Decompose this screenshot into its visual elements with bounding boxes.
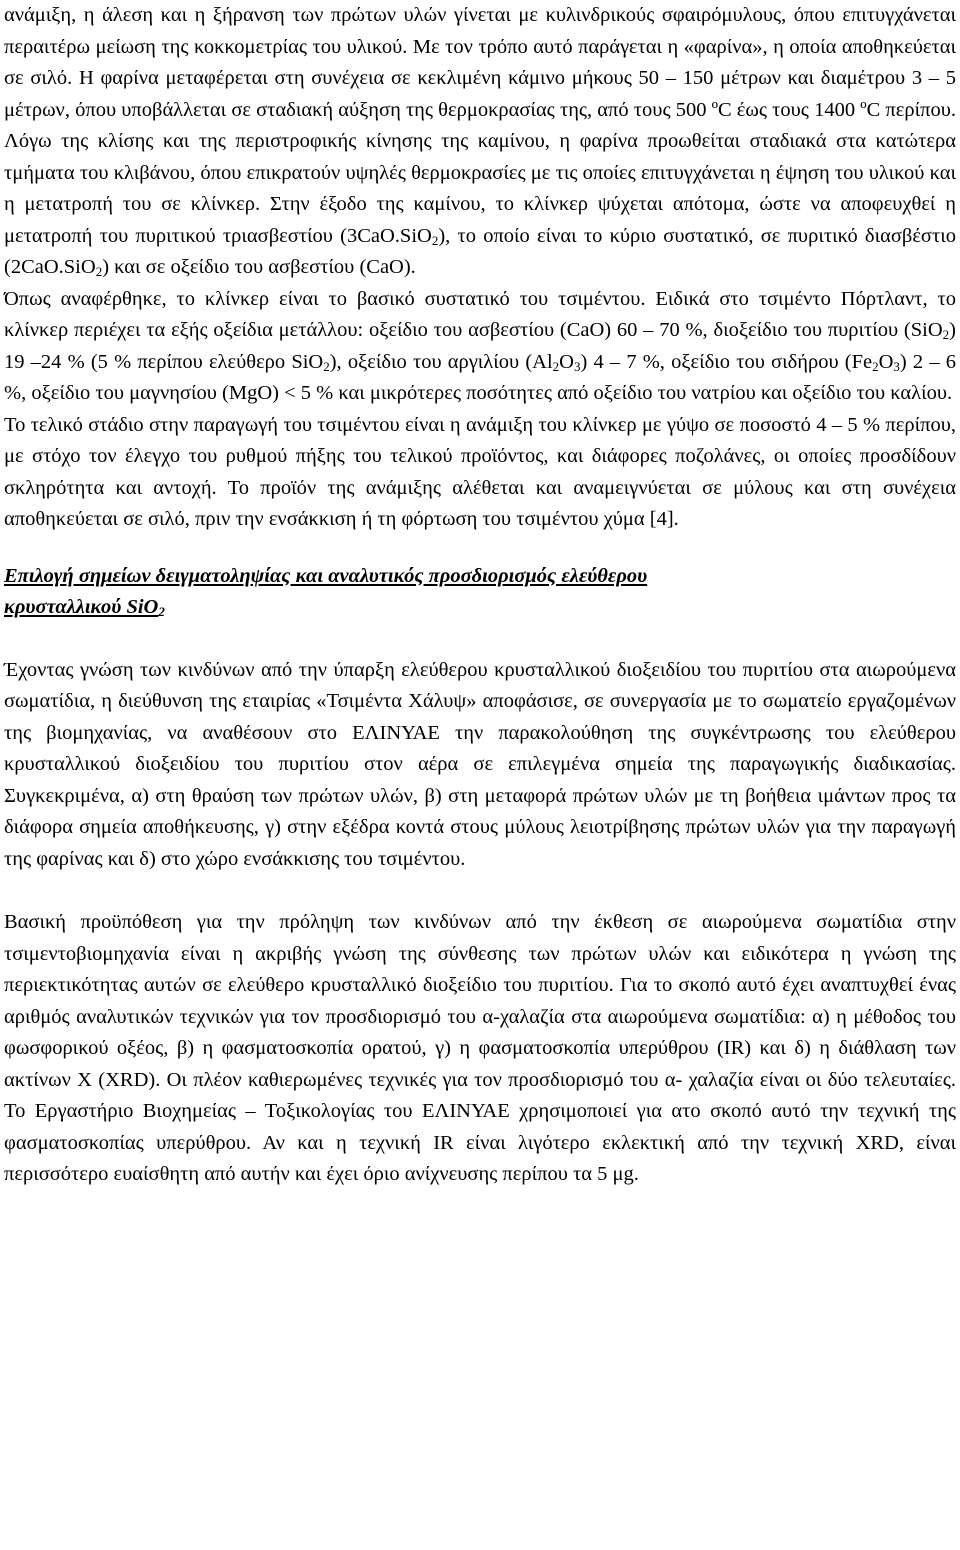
heading-subscript: 2 [158, 604, 165, 619]
paragraph-kiln-process [4, 0, 956, 284]
subscript: 2 [942, 327, 950, 342]
paragraph-text: ) 19 –24 % (5 % περίπου ελεύθερο SiO [4, 319, 956, 373]
paragraph-clinker-oxides [4, 284, 956, 410]
subscript: 2 [95, 264, 103, 279]
paragraph-final-stage: Το τελικό στάδιο στην παραγωγή του τσιμέντου είναι η ανάμιξη του κλίνκερ με γύψο σε ποσοστό 4 – 5 % περίπου, με στόχο τον έλεγχο του ρυθμού πήξης του τελικού προϊόντος, και διάφορες ποζολάνες, οι οποίες προσδίδουν σκληρότητα και αντοχή. Το προϊόν της ανάμιξης αλέθεται και αναμειγνύεται σε μύλους και στη συνέχεια αποθηκεύεται σε σιλό, πριν την ενσάκκιση ή τη φόρτωση του τσιμέντου χύμα [4]. [4, 413, 956, 530]
paragraph-text: Όπως αναφέρθηκε, το κλίνκερ είναι το βασικό συστατικό του τσιμέντου. Ειδικά στο τσιμέντο Πόρτλαντ, το κλίνκερ περιέχει τα εξής οξείδια μετάλλου: οξείδιο του ασβεστίου (CaO) 60 – 70 %, διοξείδιο του πυριτίου (SiO [4, 287, 956, 341]
paragraph-text: O [559, 350, 574, 373]
heading-line-1: Επιλογή σημείων δειγματοληψίας και αναλυτικός προσδιορισμός ελεύθερου [4, 564, 648, 587]
paragraph-text: ) 2 – 6 %, οξείδιο του μαγνησίου (MgO) < 5 % και μικρότερες ποσότητες από οξείδιο του νατρίου και οξείδιο του καλίου. [4, 350, 956, 404]
section-heading [4, 561, 956, 624]
paragraph-text: O [878, 350, 894, 373]
paragraph-analytical-methods: Βασική προϋπόθεση για την πρόληψη των κινδύνων από την έκθεση σε αιωρούμενα σωματίδια στην τσιμεντοβιομηχανία είναι η ακριβής γνώση της σύνθεσης των πρώτων υλών και ειδικότερα η γνώση της περιεκτικότητας αυτών σε ελεύθερο κρυσταλλικό διοξείδιο του πυριτίου. Για το σκοπό αυτό έχει αναπτυχθεί ένας αριθμός αναλυτικών τεχνικών για τον προσδιορισμό του α-χαλαζία στα αιωρούμενα σωματίδια: α) η μέθοδος του φωσφορικού οξέος, β) η φασματοσκοπία ορατού, γ) η φασματοσκοπία υπερύθρου (IR) και δ) η διάθλαση των ακτίνων Χ (XRD). Οι πλέον καθιερωμένες τεχνικές για τον προσδιορισμό του α- χαλαζία είναι οι δύο τελευταίες. Το Εργαστήριο Βιοχημείας – Τοξικολογίας του ΕΛΙΝΥΑΕ χρησιμοποιεί για ατο σκοπό αυτό την τεχνική της φασματοσκοπίας υπερύθρου. Αν και η τεχνική IR είναι λιγότερο εκλεκτική από την τεχνική XRD, είναι περισσότερο ευαίσθητη από αυτήν και έχει όριο ανίχνευσης περίπου τα 5 μg. [4, 911, 956, 1185]
paragraph-sampling-points: Έχοντας γνώση των κινδύνων από την ύπαρξη ελεύθερου κρυσταλλικού διοξειδίου του πυριτίου στα αιωρούμενα σωματίδια, η διεύθυνση της εταιρίας «Τσιμέντα Χάλυψ» αποφάσισε, σε συνεργασία με το σωματείο εργαζομένων της βιομηχανίας, να αναθέσουν στο ΕΛΙΝΥΑΕ την παρακολούθηση της συγκέντρωσης του ελεύθερου κρυσταλλικού διοξειδίου του πυριτίου στον αέρα σε επιλεγμένα σημεία της παραγωγικής διαδικασίας. Συγκεκριμένα, α) στη θραύση των πρώτων υλών, β) στη μεταφορά πρώτων υλών με τη βοήθεια ιμάντων προς τα διάφορα σημεία αποθήκευσης, γ) στην εξέδρα κοντά στους μύλους λειοτρίβησης πρώτων υλών για την παραγωγή της φαρίνας και δ) στο χώρο ενσάκκισης του τσιμέντου. [4, 658, 956, 870]
heading-line-2: κρυσταλλικού SiO [4, 596, 159, 618]
paragraph-text: ανάμιξη, η άλεση και η ξήρανση των πρώτων υλών γίνεται με κυλινδρικούς σφαιρόμυλους, όπου επιτυγχάνεται περαιτέρω μείωση της κοκκομετρίας του υλικού. Με τον τρόπο αυτό παράγεται η «φαρίνα», η οποία αποθηκεύεται σε σιλό. Η φαρίνα μεταφέρεται στη συνέχεια σε κεκλιμένη κάμινο μήκους 50 – 150 μέτρων και διαμέτρου 3 – 5 μέτρων, όπου υποβάλλεται σε σταδιακή αύξηση της θερμοκρασίας της, από τους 500 ºC έως τους 1400 ºC περίπου. Λόγω της κλίσης και της περιστροφικής κίνησης της καμίνου, η φαρίνα προωθείται σταδιακά στα κατώτερα τμήματα του κλιβάνου, όπου επικρατούν υψηλές θερμοκρασίες με τις οποίες επιτυγχάνεται η έψηση του υλικού και η μετατροπή του σε κλίνκερ. Στην έξοδο της καμίνου, το κλίνκερ ψύχεται απότομα, ώστε να αποφευχθεί η μετατροπή του πυριτικού τριασβεστίου (3CaO.SiO [4, 4, 956, 247]
paragraph-text: ) 4 – 7 %, οξείδιο του σιδήρου (Fe [580, 350, 873, 373]
subscript: 3 [573, 358, 581, 374]
subscript: 2 [552, 358, 560, 374]
subscript: 2 [323, 358, 330, 374]
subscript: 3 [893, 358, 900, 374]
subscript: 2 [431, 232, 439, 248]
paragraph-text: ), το οποίο είναι το κύριο συστατικό, σε πυριτικό διασβέστιο (2CaO.SiO [4, 224, 956, 278]
subscript: 2 [872, 358, 879, 374]
paragraph-text: ) και σε οξείδιο του ασβεστίου (CaO). [102, 256, 416, 278]
paragraph-text: ), οξείδιο του αργιλίου (Al [329, 350, 553, 373]
